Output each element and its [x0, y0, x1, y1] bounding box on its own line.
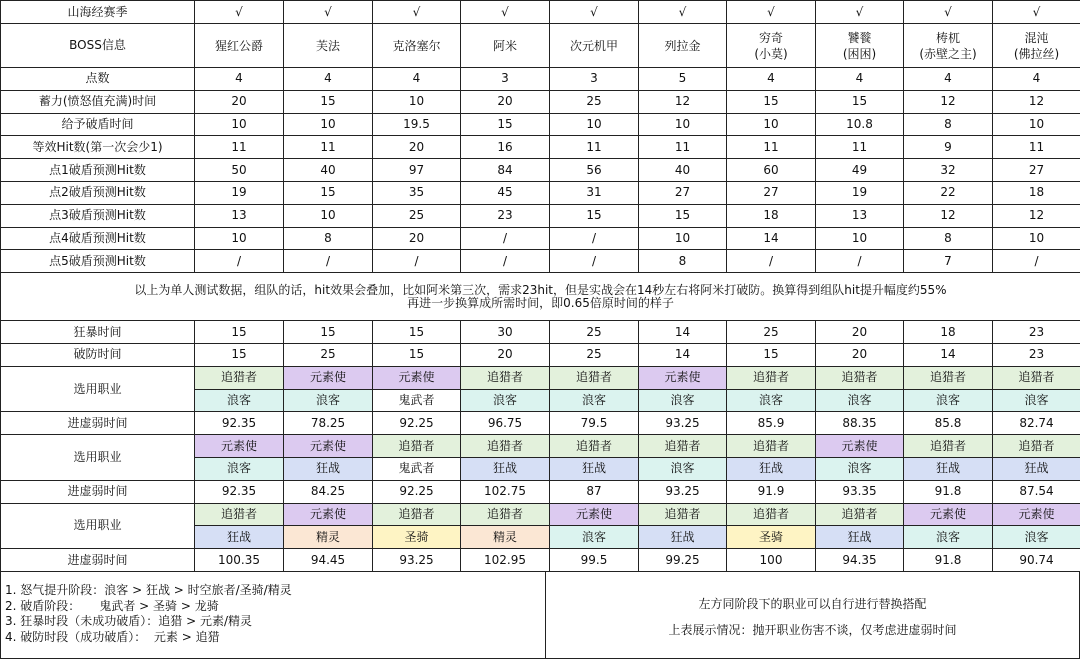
job-cell[interactable]: 追猎者: [727, 435, 816, 458]
weak-time-value[interactable]: 85.9: [727, 412, 816, 435]
weak-time-value[interactable]: 78.25: [284, 412, 373, 435]
stat-value[interactable]: /: [993, 250, 1080, 273]
weak-time-value[interactable]: 92.25: [373, 480, 461, 503]
rage-time-value[interactable]: 15: [284, 321, 373, 344]
boss-name-line: 列拉金: [664, 38, 701, 53]
stat-row-label[interactable]: 等效Hit数(第一次会少1): [1, 136, 195, 159]
job-cell[interactable]: 追猎者: [993, 435, 1080, 458]
stat-value[interactable]: /: [727, 250, 816, 273]
job-cell[interactable]: 狂战: [993, 457, 1080, 480]
break-time-value[interactable]: 20: [461, 343, 550, 366]
rage-time-value[interactable]: 25: [727, 321, 816, 344]
stat-value[interactable]: 15: [284, 90, 373, 113]
weak-time-value[interactable]: 99.5: [550, 549, 639, 572]
stat-value[interactable]: 25: [373, 204, 461, 227]
stat-value[interactable]: 10: [284, 204, 373, 227]
stat-value[interactable]: 4: [284, 68, 373, 91]
weak-time-value[interactable]: 92.35: [195, 480, 284, 503]
job-cell[interactable]: 元素使: [284, 435, 373, 458]
break-time-value[interactable]: 25: [284, 343, 373, 366]
job-cell[interactable]: 元素使: [373, 366, 461, 389]
stat-value[interactable]: 10: [284, 113, 373, 136]
break-time-value[interactable]: 20: [816, 343, 904, 366]
season-check[interactable]: √: [993, 1, 1080, 24]
stat-row-label[interactable]: 给予破盾时间: [1, 113, 195, 136]
stat-value[interactable]: 20: [373, 136, 461, 159]
stat-row-label[interactable]: 点3破盾预测Hit数: [1, 204, 195, 227]
stat-value[interactable]: 49: [816, 159, 904, 182]
job-cell[interactable]: 追猎者: [550, 366, 639, 389]
stat-value[interactable]: 11: [284, 136, 373, 159]
stat-value[interactable]: /: [550, 250, 639, 273]
job-cell[interactable]: 浪客: [639, 457, 727, 480]
job-cell[interactable]: 追猎者: [373, 435, 461, 458]
rage-time-value[interactable]: 18: [904, 321, 993, 344]
stat-value[interactable]: 4: [993, 68, 1080, 91]
job-cell[interactable]: 浪客: [727, 389, 816, 412]
rage-time-value[interactable]: 15: [373, 321, 461, 344]
stat-value[interactable]: 4: [816, 68, 904, 91]
stat-value[interactable]: 35: [373, 181, 461, 204]
boss-name-line: 次元机甲: [569, 38, 618, 53]
stat-value[interactable]: 8: [639, 250, 727, 273]
stat-value[interactable]: 19: [816, 181, 904, 204]
weak-time-value[interactable]: 92.35: [195, 412, 284, 435]
job-cell[interactable]: 浪客: [550, 389, 639, 412]
stat-value[interactable]: 10.8: [816, 113, 904, 136]
stat-value[interactable]: /: [195, 250, 284, 273]
job-cell[interactable]: 追猎者: [816, 503, 904, 526]
stat-value[interactable]: 12: [993, 204, 1080, 227]
stat-value[interactable]: 8: [904, 227, 993, 250]
job-cell[interactable]: 元素使: [816, 435, 904, 458]
boss-name-line: 混沌: [1024, 30, 1049, 45]
test-note-line: 以上为单人测试数据，组队的话，hit效果会叠加，比如阿米第三次，需求23hit，但是实战会在14秒左右将阿米打破防。换算得到组队hit提升幅度约55%: [134, 282, 947, 297]
weak-time-value[interactable]: 93.25: [639, 412, 727, 435]
season-check[interactable]: √: [461, 1, 550, 24]
weak-time-value[interactable]: 102.75: [461, 480, 550, 503]
job-cell[interactable]: 追猎者: [639, 435, 727, 458]
stat-value[interactable]: /: [284, 250, 373, 273]
stat-value[interactable]: 4: [727, 68, 816, 91]
break-time-value[interactable]: 15: [727, 343, 816, 366]
season-check[interactable]: √: [550, 1, 639, 24]
stat-row-label[interactable]: 蓄力(愤怒值充满)时间: [1, 90, 195, 113]
stat-value[interactable]: /: [461, 250, 550, 273]
weak-time-value[interactable]: 82.74: [993, 412, 1080, 435]
stat-value[interactable]: 10: [816, 227, 904, 250]
job-cell[interactable]: 狂战: [904, 457, 993, 480]
season-check[interactable]: √: [284, 1, 373, 24]
boss-name-cell[interactable]: [550, 24, 639, 68]
weak-time-value[interactable]: 96.75: [461, 412, 550, 435]
stat-value[interactable]: 11: [195, 136, 284, 159]
stat-value[interactable]: 27: [639, 181, 727, 204]
weak-time-value[interactable]: 100.35: [195, 549, 284, 572]
weak-time-value[interactable]: 84.25: [284, 480, 373, 503]
job-cell[interactable]: 浪客: [284, 389, 373, 412]
stat-row-label[interactable]: 点2破盾预测Hit数: [1, 181, 195, 204]
boss-name-cell[interactable]: [639, 24, 727, 68]
stat-value[interactable]: 10: [195, 113, 284, 136]
weak-time-value[interactable]: 85.8: [904, 412, 993, 435]
boss-name-cell[interactable]: [904, 24, 993, 68]
stat-value[interactable]: 10: [727, 113, 816, 136]
job-cell[interactable]: 狂战: [727, 457, 816, 480]
job-cell[interactable]: 元素使: [639, 366, 727, 389]
break-time-value[interactable]: 15: [373, 343, 461, 366]
job-cell[interactable]: 浪客: [195, 389, 284, 412]
break-time-value[interactable]: 23: [993, 343, 1080, 366]
stat-value[interactable]: 20: [195, 90, 284, 113]
stat-row-label[interactable]: 点4破盾预测Hit数: [1, 227, 195, 250]
job-cell[interactable]: 追猎者: [727, 503, 816, 526]
job-label[interactable]: 选用职业: [1, 435, 195, 481]
rage-time-value[interactable]: 30: [461, 321, 550, 344]
job-cell[interactable]: 追猎者: [461, 435, 550, 458]
stat-value[interactable]: 20: [373, 227, 461, 250]
stage-priority-notes: [0, 571, 546, 659]
stat-value[interactable]: 13: [816, 204, 904, 227]
stat-value[interactable]: 56: [550, 159, 639, 182]
boss-name-line: 猩红公爵: [214, 38, 263, 53]
stat-value[interactable]: 10: [993, 227, 1080, 250]
boss-name-cell[interactable]: [195, 24, 284, 68]
weak-time-label[interactable]: 进虚弱时间: [1, 412, 195, 435]
stat-value[interactable]: 9: [904, 136, 993, 159]
weak-time-label[interactable]: 进虚弱时间: [1, 549, 195, 572]
stat-value[interactable]: 10: [993, 113, 1080, 136]
job-cell[interactable]: 狂战: [816, 526, 904, 549]
stat-value[interactable]: 4: [195, 68, 284, 91]
stat-value[interactable]: 12: [904, 204, 993, 227]
display-note: 上表展示情况：抛开职业伤害不谈，仅考虑进虚弱时间: [668, 622, 957, 637]
stage-note: 4. 破防时段（成功破盾）： 元素 > 追猎: [5, 629, 220, 644]
stat-value[interactable]: 3: [461, 68, 550, 91]
weak-time-value[interactable]: 99.25: [639, 549, 727, 572]
weak-time-value[interactable]: 87: [550, 480, 639, 503]
rage-time-value[interactable]: 14: [639, 321, 727, 344]
job-cell[interactable]: 狂战: [639, 526, 727, 549]
break-time-label[interactable]: 破防时间: [1, 343, 195, 366]
boss-name-line: 阿米: [492, 38, 517, 53]
job-cell[interactable]: 圣骑: [373, 526, 461, 549]
boss-name-line: 饕餮: [847, 30, 872, 45]
swap-note: 左方同阶段下的职业可以自行进行替换搭配: [698, 596, 927, 611]
job-cell[interactable]: 元素使: [904, 503, 993, 526]
stat-row-label[interactable]: 点数: [1, 68, 195, 91]
job-cell[interactable]: 追猎者: [993, 366, 1080, 389]
job-cell[interactable]: 浪客: [993, 526, 1080, 549]
season-check[interactable]: √: [195, 1, 284, 24]
job-cell[interactable]: 元素使: [284, 503, 373, 526]
summary-notes: [546, 571, 1080, 659]
boss-name-line: (佛拉丝): [1013, 46, 1060, 61]
stat-value[interactable]: 22: [904, 181, 993, 204]
job-cell[interactable]: 圣骑: [727, 526, 816, 549]
job-cell[interactable]: 追猎者: [373, 503, 461, 526]
job-cell[interactable]: 元素使: [993, 503, 1080, 526]
stat-value[interactable]: 4: [904, 68, 993, 91]
job-cell[interactable]: 元素使: [284, 366, 373, 389]
job-cell[interactable]: 浪客: [550, 526, 639, 549]
boss-name-line: (赤壁之主): [919, 46, 977, 61]
weak-time-value[interactable]: 88.35: [816, 412, 904, 435]
season-check[interactable]: √: [904, 1, 993, 24]
stat-value[interactable]: 10: [639, 113, 727, 136]
weak-time-value[interactable]: 91.8: [904, 480, 993, 503]
boss-name-cell[interactable]: [727, 24, 816, 68]
stat-value[interactable]: 23: [461, 204, 550, 227]
job-cell[interactable]: 追猎者: [195, 366, 284, 389]
job-cell[interactable]: 元素使: [195, 435, 284, 458]
job-cell[interactable]: 浪客: [461, 389, 550, 412]
job-cell[interactable]: 追猎者: [461, 503, 550, 526]
stat-value[interactable]: 31: [550, 181, 639, 204]
stat-value[interactable]: 15: [461, 113, 550, 136]
job-cell[interactable]: 追猎者: [904, 366, 993, 389]
boss-info-label[interactable]: BOSS信息: [1, 24, 195, 68]
season-check[interactable]: √: [727, 1, 816, 24]
job-cell[interactable]: 精灵: [461, 526, 550, 549]
stat-value[interactable]: 8: [904, 113, 993, 136]
job-cell[interactable]: 狂战: [550, 457, 639, 480]
job-cell[interactable]: 浪客: [993, 389, 1080, 412]
job-cell[interactable]: 浪客: [639, 389, 727, 412]
job-cell[interactable]: 追猎者: [461, 366, 550, 389]
test-note-line: 再进一步换算成所需时间，即0.65倍原时间的样子: [407, 295, 674, 310]
rage-time-value[interactable]: 23: [993, 321, 1080, 344]
stat-value[interactable]: 11: [550, 136, 639, 159]
stage-note: 2. 破盾阶段： 鬼武者 > 圣骑 > 龙骑: [5, 598, 219, 613]
stat-value[interactable]: 15: [816, 90, 904, 113]
weak-time-value[interactable]: 91.8: [904, 549, 993, 572]
boss-name-line: (困困): [842, 46, 877, 61]
job-cell[interactable]: 浪客: [904, 389, 993, 412]
weak-time-value[interactable]: 100: [727, 549, 816, 572]
job-cell[interactable]: 追猎者: [639, 503, 727, 526]
job-cell[interactable]: 追猎者: [904, 435, 993, 458]
stat-value[interactable]: 19.5: [373, 113, 461, 136]
stat-row-label[interactable]: 点5破盾预测Hit数: [1, 250, 195, 273]
stat-value[interactable]: 10: [550, 113, 639, 136]
stat-value[interactable]: 18: [993, 181, 1080, 204]
stat-value[interactable]: 16: [461, 136, 550, 159]
job-cell[interactable]: 精灵: [284, 526, 373, 549]
stat-value[interactable]: 60: [727, 159, 816, 182]
job-cell[interactable]: 追猎者: [195, 503, 284, 526]
job-cell[interactable]: 元素使: [550, 503, 639, 526]
job-cell[interactable]: 浪客: [195, 457, 284, 480]
stage-note: 1. 怒气提升阶段：浪客 > 狂战 > 时空旅者/圣骑/精灵: [5, 583, 292, 597]
weak-time-value[interactable]: 93.25: [373, 549, 461, 572]
boss-name-line: 克洛塞尔: [392, 38, 441, 53]
job-cell[interactable]: 浪客: [904, 526, 993, 549]
stat-value[interactable]: 15: [639, 204, 727, 227]
weak-time-value[interactable]: 79.5: [550, 412, 639, 435]
weak-time-value[interactable]: 91.9: [727, 480, 816, 503]
job-label[interactable]: 选用职业: [1, 503, 195, 549]
season-check[interactable]: √: [639, 1, 727, 24]
season-check[interactable]: √: [816, 1, 904, 24]
stat-value[interactable]: /: [550, 227, 639, 250]
test-note[interactable]: [1, 273, 1080, 321]
season-label[interactable]: 山海经赛季: [1, 1, 195, 24]
stat-value[interactable]: 15: [284, 181, 373, 204]
stat-value[interactable]: 45: [461, 181, 550, 204]
break-time-value[interactable]: 15: [195, 343, 284, 366]
stat-value[interactable]: 40: [639, 159, 727, 182]
stat-value[interactable]: 10: [195, 227, 284, 250]
stat-value[interactable]: 13: [195, 204, 284, 227]
weak-time-value[interactable]: 92.25: [373, 412, 461, 435]
stat-value[interactable]: 11: [816, 136, 904, 159]
stat-value[interactable]: 15: [550, 204, 639, 227]
rage-time-value[interactable]: 15: [195, 321, 284, 344]
boss-name-cell[interactable]: [284, 24, 373, 68]
weak-time-value[interactable]: 90.74: [993, 549, 1080, 572]
stat-value[interactable]: 15: [727, 90, 816, 113]
weak-time-value[interactable]: 102.95: [461, 549, 550, 572]
rage-time-value[interactable]: 20: [816, 321, 904, 344]
break-time-value[interactable]: 25: [550, 343, 639, 366]
stat-value[interactable]: 11: [727, 136, 816, 159]
stat-value[interactable]: 4: [373, 68, 461, 91]
stat-value[interactable]: /: [373, 250, 461, 273]
boss-name-cell[interactable]: [993, 24, 1080, 68]
rage-time-label[interactable]: 狂暴时间: [1, 321, 195, 344]
stat-value[interactable]: 8: [284, 227, 373, 250]
weak-time-value[interactable]: 93.35: [816, 480, 904, 503]
stat-value[interactable]: 27: [727, 181, 816, 204]
job-label[interactable]: 选用职业: [1, 366, 195, 412]
stat-value[interactable]: 14: [727, 227, 816, 250]
break-time-value[interactable]: 14: [639, 343, 727, 366]
stat-value[interactable]: /: [461, 227, 550, 250]
job-cell[interactable]: 浪客: [816, 457, 904, 480]
stat-value[interactable]: /: [816, 250, 904, 273]
job-cell[interactable]: 追猎者: [550, 435, 639, 458]
rage-time-value[interactable]: 25: [550, 321, 639, 344]
stat-value[interactable]: 12: [904, 90, 993, 113]
stat-value[interactable]: 11: [639, 136, 727, 159]
stage-note: 3. 狂暴时段（未成功破盾）：追猎 > 元素/精灵: [5, 614, 252, 628]
job-cell[interactable]: 狂战: [461, 457, 550, 480]
job-cell[interactable]: 狂战: [284, 457, 373, 480]
boss-name-cell[interactable]: [816, 24, 904, 68]
job-cell[interactable]: 追猎者: [816, 366, 904, 389]
boss-name-line: 穷奇: [758, 30, 783, 45]
break-time-value[interactable]: 14: [904, 343, 993, 366]
stat-value[interactable]: 97: [373, 159, 461, 182]
weak-time-value[interactable]: 94.45: [284, 549, 373, 572]
stat-value[interactable]: 32: [904, 159, 993, 182]
job-cell[interactable]: 狂战: [195, 526, 284, 549]
weak-time-label[interactable]: 进虚弱时间: [1, 480, 195, 503]
boss-name-cell[interactable]: [373, 24, 461, 68]
boss-name-line: (小莫): [754, 46, 788, 61]
footer: [0, 571, 1080, 659]
stat-value[interactable]: 18: [727, 204, 816, 227]
weak-time-value[interactable]: 94.35: [816, 549, 904, 572]
stat-value[interactable]: 27: [993, 159, 1080, 182]
stat-value[interactable]: 12: [639, 90, 727, 113]
job-cell[interactable]: 追猎者: [727, 366, 816, 389]
stat-value[interactable]: 5: [639, 68, 727, 91]
job-cell[interactable]: 浪客: [816, 389, 904, 412]
job-cell[interactable]: 鬼武者: [373, 389, 461, 412]
stat-value[interactable]: 19: [195, 181, 284, 204]
stat-value[interactable]: 3: [550, 68, 639, 91]
boss-name-line: 梼杌: [935, 30, 960, 45]
stat-value[interactable]: 25: [550, 90, 639, 113]
stat-value[interactable]: 40: [284, 159, 373, 182]
boss-name-cell[interactable]: [461, 24, 550, 68]
stat-row-label[interactable]: 点1破盾预测Hit数: [1, 159, 195, 182]
job-cell[interactable]: 鬼武者: [373, 457, 461, 480]
stat-value[interactable]: 10: [373, 90, 461, 113]
season-check[interactable]: √: [373, 1, 461, 24]
stat-value[interactable]: 7: [904, 250, 993, 273]
weak-time-value[interactable]: 93.25: [639, 480, 727, 503]
stat-value[interactable]: 11: [993, 136, 1080, 159]
boss-name-line: 芙法: [315, 38, 340, 53]
stat-value[interactable]: 12: [993, 90, 1080, 113]
stat-value[interactable]: 10: [639, 227, 727, 250]
stat-value[interactable]: 84: [461, 159, 550, 182]
stat-value[interactable]: 50: [195, 159, 284, 182]
stat-value[interactable]: 20: [461, 90, 550, 113]
weak-time-value[interactable]: 87.54: [993, 480, 1080, 503]
